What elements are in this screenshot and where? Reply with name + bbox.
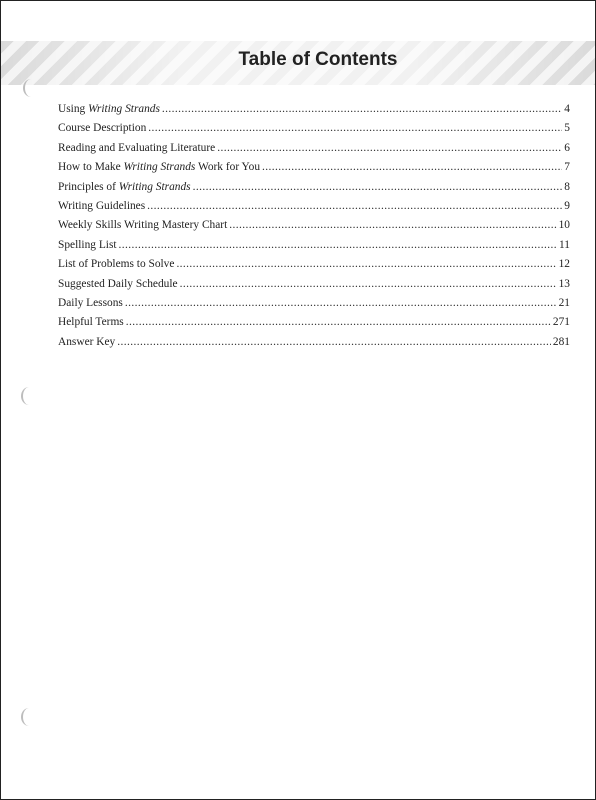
dot-leader	[126, 316, 551, 328]
dot-leader	[162, 103, 562, 115]
dot-leader	[125, 297, 557, 309]
dot-leader	[180, 278, 557, 290]
toc-entry: Using Writing Strands ..... 4	[58, 103, 570, 122]
page-number: 281	[552, 335, 570, 348]
page-number: 271	[552, 316, 570, 329]
toc-entry: Helpful Terms ..... 271	[58, 316, 570, 335]
dot-leader	[217, 142, 562, 154]
dot-leader	[117, 336, 551, 348]
toc-entry: Principles of Writing Strands ..... 8	[58, 181, 570, 200]
page-number: 13	[558, 277, 570, 290]
toc-entry: Answer Key ..... 281	[58, 336, 570, 355]
binder-hole-icon	[21, 708, 37, 726]
dot-leader	[119, 239, 557, 251]
dot-leader	[176, 258, 556, 270]
page-number: 10	[558, 219, 570, 232]
binder-hole-icon	[21, 387, 37, 405]
page-number: 11	[559, 238, 570, 251]
page-number: 5	[564, 122, 570, 135]
toc-entry: Writing Guidelines ..... 9	[58, 200, 570, 219]
dot-leader	[262, 161, 562, 173]
page-number: 4	[564, 103, 570, 115]
toc-entry: Course Description ..... 5	[58, 122, 570, 141]
toc-entry: Weekly Skills Writing Mastery Chart ..... 10	[58, 219, 570, 238]
toc-entry: Reading and Evaluating Literature ..... 6	[58, 142, 570, 161]
binder-hole-icon	[23, 79, 39, 97]
dot-leader	[229, 219, 556, 231]
table-of-contents	[58, 103, 570, 355]
toc-entry: Daily Lessons ..... 21	[58, 297, 570, 316]
page-title: Table of Contents	[238, 49, 398, 70]
toc-entry: How to Make Writing Strands Work for You ..... 7	[58, 161, 570, 180]
page-number: 12	[558, 258, 570, 271]
page-number: 21	[558, 296, 570, 309]
page-number: 6	[564, 141, 570, 154]
page-number: 7	[564, 161, 570, 174]
dot-leader	[147, 200, 562, 212]
toc-entry: Suggested Daily Schedule ..... 13	[58, 278, 570, 297]
dot-leader	[193, 181, 563, 193]
page-number: 8	[564, 180, 570, 193]
dot-leader	[148, 122, 562, 134]
toc-entry: Spelling List ..... 11	[58, 239, 570, 258]
toc-entry: List of Problems to Solve ..... 12	[58, 258, 570, 277]
page-number: 9	[564, 199, 570, 212]
